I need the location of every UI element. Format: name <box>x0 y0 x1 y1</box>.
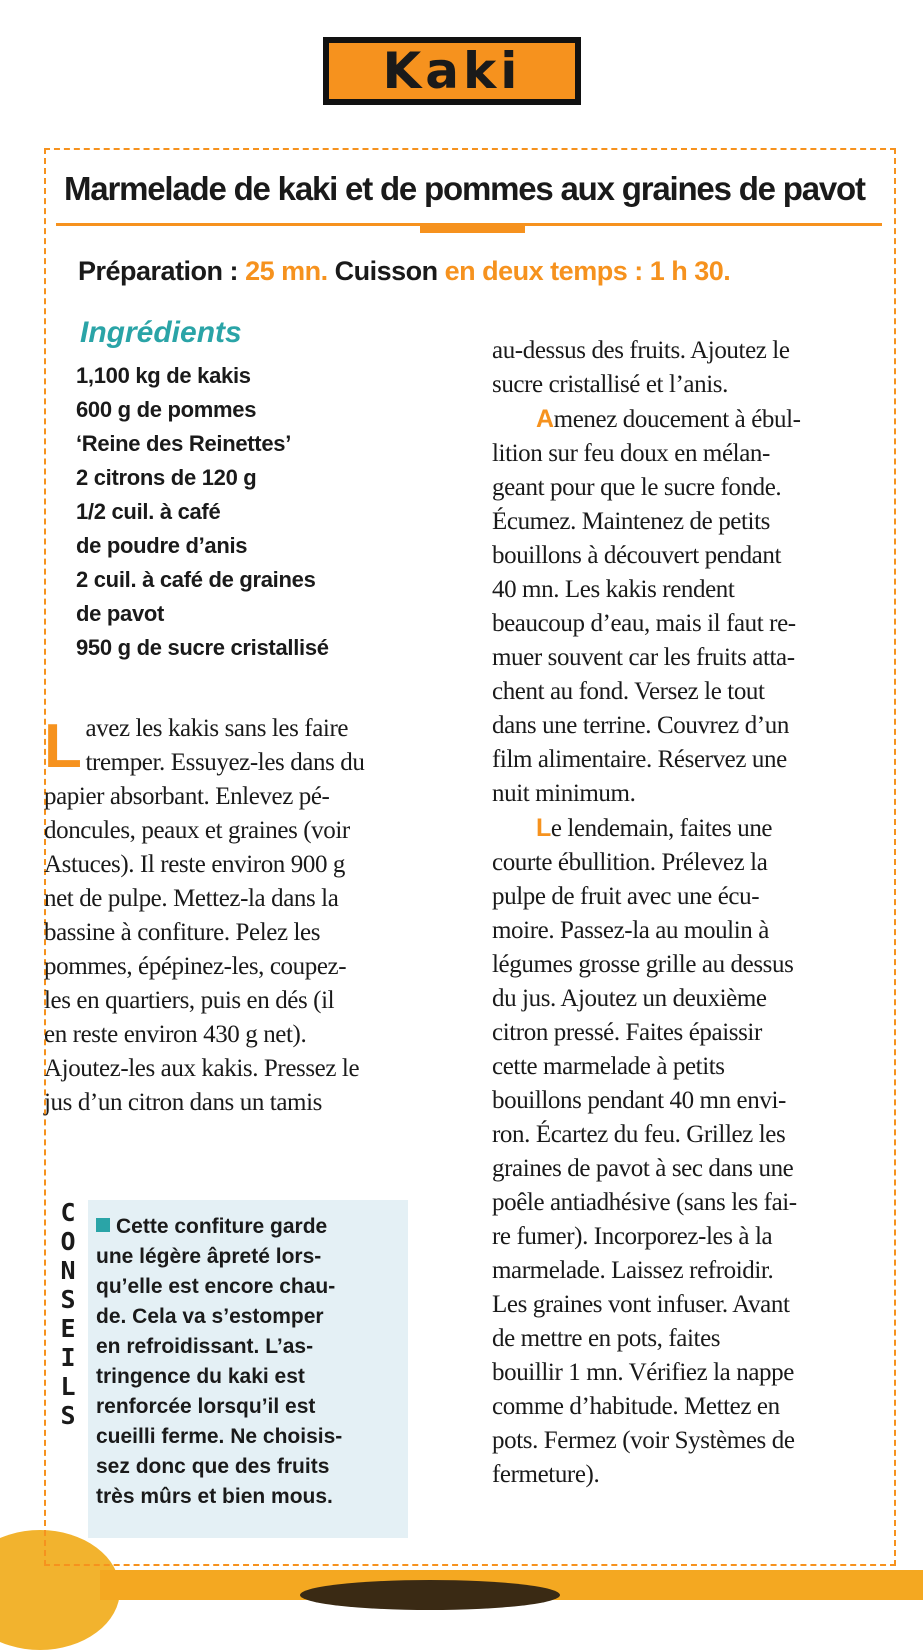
text-segment: Cette confiture garde <box>116 1215 328 1238</box>
text-line: film alimentaire. Réservez une <box>492 746 787 773</box>
conseils-vertical-label <box>54 1198 82 1430</box>
photo-shadow <box>300 1580 560 1610</box>
text-line: cette marmelade à petits <box>492 1053 725 1080</box>
text-line: lition sur feu doux en mélan- <box>492 440 770 467</box>
conseils-letter: L <box>60 1372 76 1401</box>
conseils-first-line <box>96 1212 342 1242</box>
instructions-left-column <box>44 712 424 1120</box>
text-line: papier absorbant. Enlevez pé- <box>44 783 330 810</box>
title-accent-bar <box>420 225 525 233</box>
text-line: 40 mn. Les kakis rendent <box>492 576 735 603</box>
text-line: tringence du kaki est <box>96 1365 305 1388</box>
square-bullet-icon <box>96 1218 110 1232</box>
text-line: avez les kakis sans les faire <box>85 715 349 742</box>
text-line: pulpe de fruit avec une écu- <box>492 883 760 910</box>
text-line: fermeture). <box>492 1461 600 1488</box>
conseils-text <box>96 1212 342 1512</box>
text-line: comme d’habitude. Mettez en <box>492 1393 780 1420</box>
text-line: dans une terrine. Couvrez d’un <box>492 712 789 739</box>
ingredient-line: de poudre d’anis <box>76 533 248 558</box>
text-line: ron. Écartez du feu. Grillez les <box>492 1121 786 1148</box>
text-line: au-dessus des fruits. Ajoutez le <box>492 337 790 364</box>
text-line: poêle antiadhésive (sans les fai- <box>492 1189 797 1216</box>
badge-label: Kaki <box>329 43 575 99</box>
text-line: jus d’un citron dans un tamis <box>44 1089 322 1116</box>
text-line: moire. Passez-la au moulin à <box>492 917 769 944</box>
text-line: Ajoutez-les aux kakis. Pressez le <box>44 1055 360 1082</box>
prep-value: 25 mn. <box>245 256 328 286</box>
cook-label: Cuisson <box>334 256 438 286</box>
text-line: beaucoup d’eau, mais il faut re- <box>492 610 796 637</box>
ingredient-line: 1,100 kg de kakis <box>76 363 251 388</box>
text-line: chent au fond. Versez le tout <box>492 678 765 705</box>
text-line: une légère âpreté lors- <box>96 1245 322 1268</box>
text-line: bouillir 1 mn. Vérifiez la nappe <box>492 1359 794 1386</box>
conseils-letter: S <box>60 1401 76 1430</box>
text-line: pommes, épépinez-les, coupez- <box>44 953 347 980</box>
text-line: en refroidissant. L’as- <box>96 1335 314 1358</box>
text-line: Astuces). Il reste environ 900 g <box>44 851 346 878</box>
ingredients-list <box>76 359 329 665</box>
text-line: bassine à confiture. Pelez les <box>44 919 321 946</box>
section-badge <box>323 37 581 105</box>
text-line: graines de pavot à sec dans une <box>492 1155 794 1182</box>
text-line: doncules, peaux et graines (voir <box>44 817 350 844</box>
text-line: Les graines vont infuser. Avant <box>492 1291 790 1318</box>
recipe-meta <box>78 256 730 287</box>
text-line: de. Cela va s’estomper <box>96 1305 324 1328</box>
prep-label: Préparation : <box>78 256 239 286</box>
ingredient-line: 2 cuil. à café de graines <box>76 567 316 592</box>
conseils-letter: N <box>60 1256 76 1285</box>
text-line: du jus. Ajoutez un deuxième <box>492 985 767 1012</box>
text-line: Écumez. Maintenez de petits <box>492 508 770 535</box>
text-line: sucre cristallisé et l’anis. <box>492 371 728 398</box>
paragraph-start-line <box>492 402 877 437</box>
text-line: tremper. Essuyez-les dans du <box>85 749 365 776</box>
ingredients-heading: Ingrédients <box>80 316 242 349</box>
conseils-letter: I <box>60 1343 76 1372</box>
text-line: marmelade. Laissez refroidir. <box>492 1257 774 1284</box>
ingredient-line: 1/2 cuil. à café <box>76 499 221 524</box>
paragraph-start-line <box>492 811 877 846</box>
conseils-letter: C <box>60 1198 76 1227</box>
text-line: pots. Fermez (voir Systèmes de <box>492 1427 795 1454</box>
paragraph-initial: A <box>536 405 554 433</box>
title-box <box>56 160 882 226</box>
text-line: très mûrs et bien mous. <box>96 1485 333 1508</box>
conseils-letter: O <box>60 1227 76 1256</box>
conseils-letter: S <box>60 1285 76 1314</box>
ingredient-line: ‘Reine des Reinettes’ <box>76 431 292 456</box>
ingredient-line: de pavot <box>76 601 165 626</box>
conseils-letter: E <box>60 1314 76 1343</box>
text-line: bouillons à découvert pendant <box>492 542 782 569</box>
text-line: en reste environ 430 g net). <box>44 1021 307 1048</box>
text-line: de mettre en pots, faites <box>492 1325 721 1352</box>
text-line: courte ébullition. Prélevez la <box>492 849 768 876</box>
text-line: renforcée lorsqu’il est <box>96 1395 316 1418</box>
text-segment: menez doucement à ébul- <box>553 406 801 433</box>
text-line: les en quartiers, puis en dés (il <box>44 987 335 1014</box>
text-line: cueilli ferme. Ne choisis- <box>96 1425 343 1448</box>
ingredient-line: 2 citrons de 120 g <box>76 465 257 490</box>
ingredient-line: 600 g de pommes <box>76 397 257 422</box>
text-line: sez donc que des fruits <box>96 1455 330 1478</box>
recipe-title: Marmelade de kaki et de pommes aux graines de pavot <box>64 170 865 207</box>
dropcap-letter: L <box>44 712 82 781</box>
text-line: re fumer). Incorporez-les à la <box>492 1223 773 1250</box>
text-line: citron pressé. Faites épaissir <box>492 1019 762 1046</box>
text-line: nuit minimum. <box>492 780 636 807</box>
text-line: bouillons pendant 40 mn envi- <box>492 1087 786 1114</box>
text-segment: e lendemain, faites une <box>550 815 773 842</box>
text-line: muer souvent car les fruits atta- <box>492 644 795 671</box>
text-line: geant pour que le sucre fonde. <box>492 474 782 501</box>
instructions-right-column <box>492 334 877 1492</box>
cook-value: en deux temps : 1 h 30. <box>444 256 731 286</box>
ingredient-line: 950 g de sucre cristallisé <box>76 635 329 660</box>
text-line: légumes grosse grille au dessus <box>492 951 794 978</box>
paragraph-initial: L <box>536 814 551 842</box>
text-line: net de pulpe. Mettez-la dans la <box>44 885 339 912</box>
text-line: qu’elle est encore chau- <box>96 1275 336 1298</box>
